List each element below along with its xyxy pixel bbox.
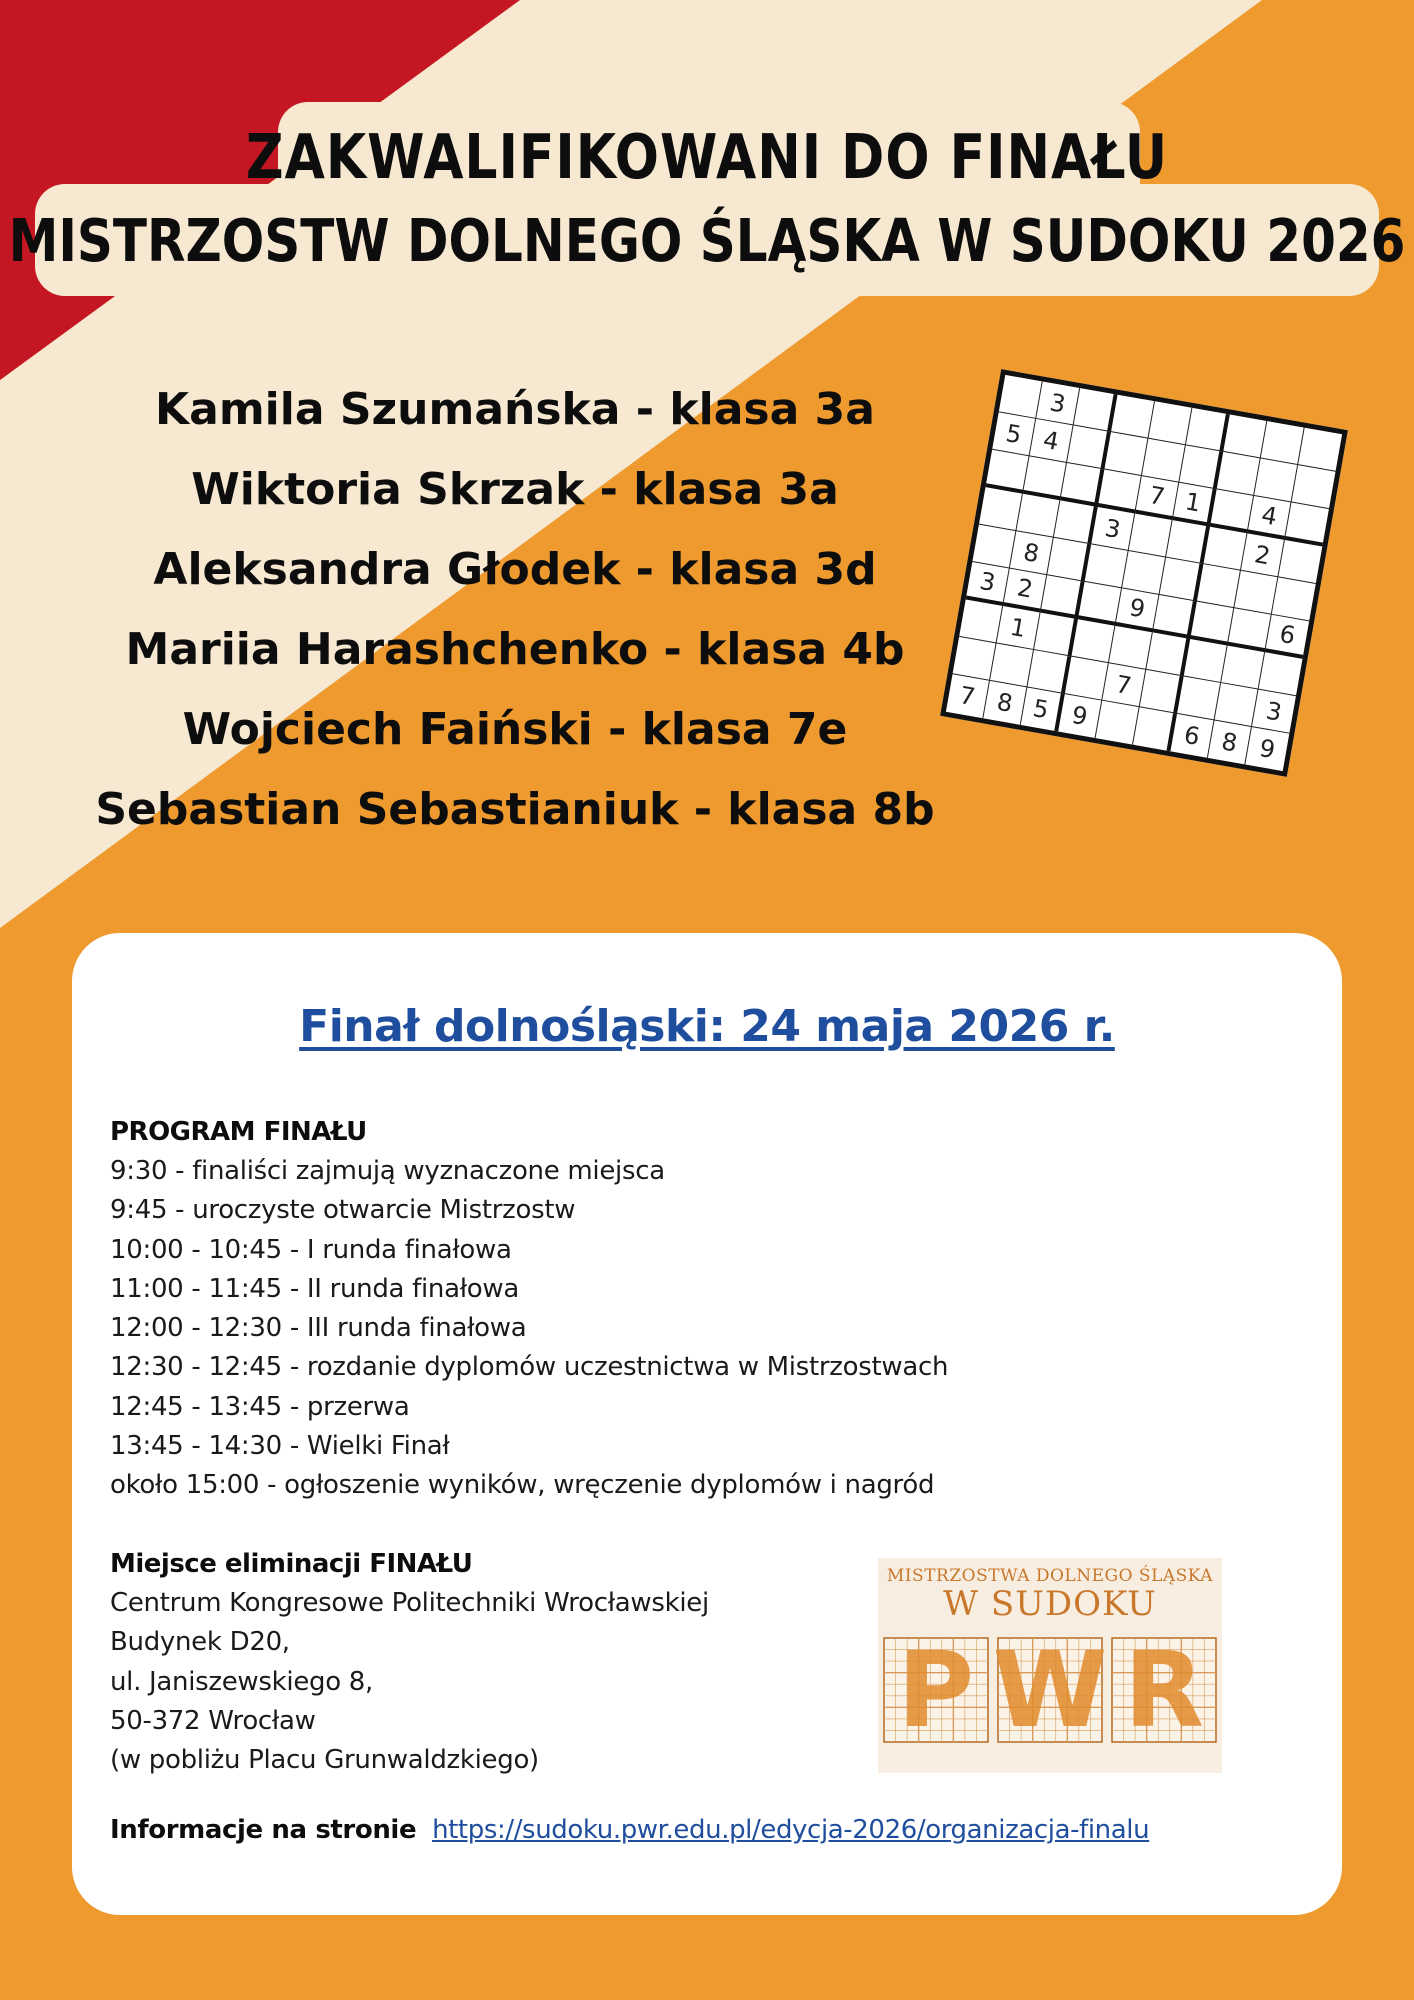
sudoku-cell <box>1104 432 1148 476</box>
sudoku-cell <box>1067 426 1111 470</box>
sudoku-cell: 9 <box>1257 733 1278 765</box>
sudoku-cell <box>1023 456 1067 500</box>
sudoku-cell <box>1148 401 1192 445</box>
finalist-item: Aleksandra Głodek - klasa 3d <box>153 544 877 595</box>
sudoku-cell <box>1228 608 1272 652</box>
sudoku-cell: 1 <box>997 606 1041 650</box>
sudoku-cell: 5 <box>992 412 1036 456</box>
info-line <box>110 1815 1149 1845</box>
logo-letter: P <box>897 1629 975 1751</box>
sudoku-cell <box>1190 602 1234 646</box>
sudoku-cell <box>1146 632 1190 676</box>
info-link[interactable]: https://sudoku.pwr.edu.pl/edycja-2026/organizacja-finalu <box>432 1815 1150 1845</box>
sudoku-cell: 3 <box>1091 507 1135 551</box>
sudoku-cell: 4 <box>1247 496 1291 540</box>
sudoku-cell: 9 <box>1058 694 1102 738</box>
sudoku-cell <box>1203 527 1247 571</box>
location-line: (w pobliżu Placu Grunwaldzkiego) <box>110 1745 539 1776</box>
location-line: Centrum Kongresowe Politechniki Wrocławskiej <box>110 1588 709 1618</box>
program-item: 13:45 - 14:30 - Wielki Finał <box>110 1431 450 1462</box>
sudoku-cell: 4 <box>1030 419 1074 463</box>
finalist-item: Kamila Szumańska - klasa 3a <box>155 384 875 435</box>
sudoku-cell <box>1109 626 1153 670</box>
sudoku-cell <box>1184 639 1228 683</box>
sudoku-cell <box>1078 582 1122 626</box>
sudoku-cell: 7 <box>1102 663 1146 707</box>
sudoku-cell <box>1291 465 1335 509</box>
program-item: 12:45 - 13:45 - przerwa <box>110 1391 410 1422</box>
sudoku-cell <box>1223 414 1267 458</box>
sudoku-cell <box>1258 652 1302 696</box>
sudoku-cell: 1 <box>1173 483 1217 527</box>
page-title-line-1: ZAKWALIFIKOWANI DO FINAŁU <box>245 122 1169 194</box>
sudoku-cell <box>1298 428 1342 472</box>
sudoku-cell: 2 <box>1241 533 1285 577</box>
sudoku-cell <box>1133 707 1177 751</box>
sudoku-cell <box>1098 470 1142 514</box>
sudoku-cell: 8 <box>1208 720 1252 764</box>
location-section <box>110 1545 709 1780</box>
sudoku-cell <box>1278 540 1322 584</box>
sudoku-cell <box>1210 489 1254 533</box>
program-title: PROGRAM FINAŁU <box>110 1117 367 1147</box>
sudoku-cell: 6 <box>1265 615 1309 659</box>
sudoku-cell <box>1060 463 1104 507</box>
sudoku-cell <box>1261 421 1305 465</box>
program-item: około 15:00 - ogłoszenie wyników, wręczenie dyplomów i nagród <box>110 1470 935 1501</box>
info-label: Informacje na stronie <box>110 1815 417 1845</box>
sudoku-cell <box>1221 646 1265 690</box>
sudoku-cell: 5 <box>1021 687 1065 731</box>
sudoku-cell <box>1047 538 1091 582</box>
sudoku-cell <box>985 450 1029 494</box>
program-section <box>110 1113 948 1506</box>
program-item: 9:45 - uroczyste otwarcie Mistrzostw <box>110 1195 576 1226</box>
sudoku-cell <box>990 643 1034 687</box>
sudoku-cell: 7 <box>946 674 990 718</box>
sudoku-cell <box>1166 520 1210 564</box>
sudoku-cell: 3 <box>966 562 1010 606</box>
sudoku-cell: 8 <box>1010 531 1054 575</box>
logo-title-large: W SUDOKU <box>943 1584 1157 1624</box>
sudoku-cell <box>953 637 997 681</box>
sudoku-cell: 3 <box>1252 690 1296 734</box>
location-line: Budynek D20, <box>110 1627 290 1658</box>
location-line: 50-372 Wrocław <box>110 1705 316 1736</box>
logo-letter: R <box>1123 1629 1205 1751</box>
sudoku-cell <box>1285 503 1329 547</box>
program-item: 10:00 - 10:45 - I runda finałowa <box>110 1234 512 1265</box>
final-info-card <box>72 933 1342 1915</box>
sudoku-cell <box>1272 577 1316 621</box>
finalist-item: Wojciech Faiński - klasa 7e <box>182 704 848 755</box>
program-item: 12:00 - 12:30 - III runda finałowa <box>110 1313 527 1344</box>
program-item: 11:00 - 11:45 - II runda finałowa <box>110 1273 520 1304</box>
sudoku-cell <box>972 525 1016 569</box>
sudoku-cell: 6 <box>1170 714 1214 758</box>
finalist-item: Sebastian Sebastianiuk - klasa 8b <box>95 784 935 835</box>
sudoku-cell: 9 <box>1115 588 1159 632</box>
location-title: Miejsce eliminacji FINAŁU <box>110 1549 473 1579</box>
sudoku-cell <box>1153 595 1197 639</box>
sudoku-cell <box>1071 619 1115 663</box>
sudoku-cell <box>1096 701 1140 745</box>
sudoku-cell: 2 <box>1003 569 1047 613</box>
finalists-list <box>60 370 970 850</box>
page-title-line-2: MISTRZOSTW DOLNEGO ŚLĄSKA W SUDOKU 2026 <box>8 206 1406 276</box>
final-date-heading: Finał dolnośląski: 24 maja 2026 r. <box>299 1001 1115 1052</box>
finalist-item: Wiktoria Skrzak - klasa 3a <box>191 464 839 515</box>
championship-logo <box>878 1558 1222 1773</box>
sudoku-cell: 8 <box>983 681 1027 725</box>
program-item: 12:30 - 12:45 - rozdanie dyplomów uczestnictwa w Mistrzostwach <box>110 1352 949 1383</box>
finalist-item: Mariia Harashchenko - klasa 4b <box>125 624 905 675</box>
sudoku-grid-illustration <box>940 369 1348 777</box>
logo-sudoku-letters <box>878 1558 1222 1773</box>
program-item: 9:30 - finaliści zajmują wyznaczone miejsca <box>110 1156 665 1186</box>
logo-letter: W <box>992 1629 1108 1751</box>
sudoku-cell: 7 <box>1135 476 1179 520</box>
sudoku-cell: 3 <box>1036 382 1080 426</box>
sudoku-cell <box>1041 575 1085 619</box>
location-line: ul. Janiszewskiego 8, <box>110 1666 373 1697</box>
logo-title-small: MISTRZOSTWA DOLNEGO ŚLĄSKA <box>886 1566 1214 1586</box>
